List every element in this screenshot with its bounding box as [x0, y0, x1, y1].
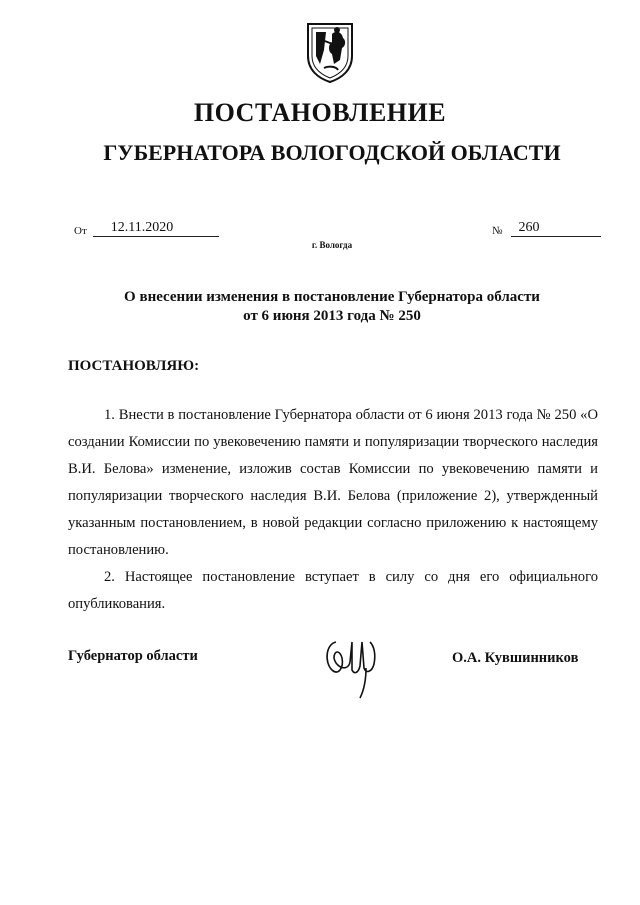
subject-line-2: от 6 июня 2013 года № 250 [243, 308, 421, 324]
document-subtitle: ГУБЕРНАТОРА ВОЛОГОДСКОЙ ОБЛАСТИ [103, 140, 561, 165]
document-subject [60, 288, 604, 326]
signature-icon [322, 628, 380, 700]
paragraph-1: 1. Внести в постановление Губернатора области от 6 июня 2013 года № 250 «О создании Комиссии по увековечению памяти и популяризации творческого наследия В.И. Белова» изменение, изложив состав Комиссии по увековечению памяти и популяризации творческого наследия В.И. Белова (приложение 2), утвержденный указанным постановлением, в новой редакции согласно приложению к настоящему постановлению. [68, 407, 598, 558]
date-field [74, 220, 219, 237]
date-value: 12.11.2020 [93, 220, 219, 237]
number-field [492, 220, 601, 237]
signatory-position: Губернатор области [68, 648, 198, 664]
city-label: г. Вологда [311, 240, 353, 250]
signatory-name: О.А. Кувшинников [452, 650, 579, 666]
paragraph-2: 2. Настоящее постановление вступает в силу со дня его официального опубликования. [68, 569, 598, 612]
number-value: 260 [511, 220, 601, 237]
decree-heading: ПОСТАНОВЛЯЮ: [68, 358, 200, 374]
subject-line-1: О внесении изменения в постановление Губернатора области [124, 289, 540, 305]
number-prefix: № [492, 225, 503, 237]
coat-of-arms-icon [302, 20, 358, 84]
document-title: ПОСТАНОВЛЕНИЕ [193, 98, 447, 127]
date-prefix: От [74, 225, 87, 237]
